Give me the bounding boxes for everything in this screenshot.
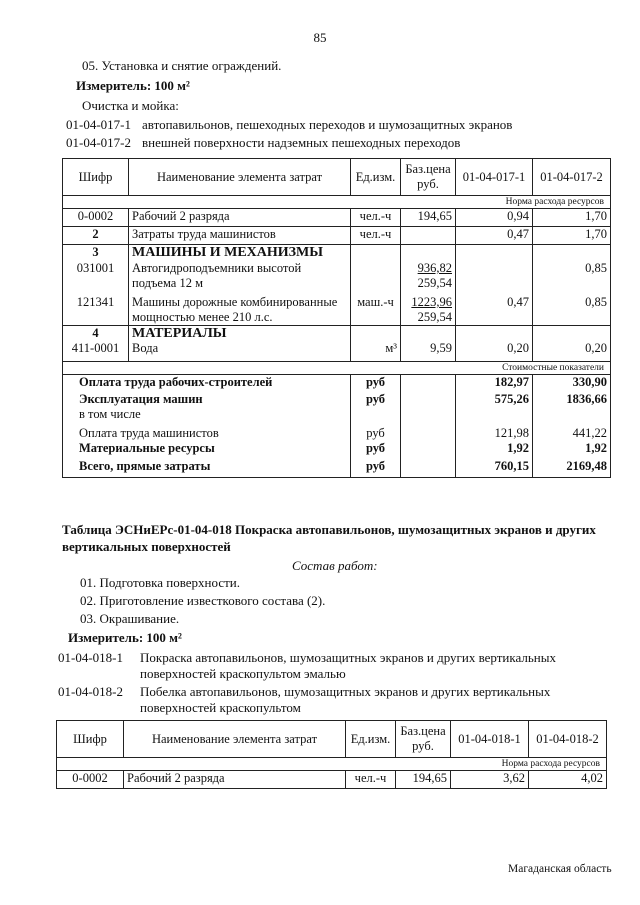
code-label: 01-04-018-1 [58,650,123,665]
cell-name [129,291,351,326]
table-title-cont: вертикальных поверхностей [62,539,231,554]
header-code-1: 01-04-017-1 [456,159,533,196]
meter-label: Измеритель: 100 м² [68,630,182,645]
cell-value-2: 1,70 [533,209,611,227]
name-line: Машины дорожные комбинированные [132,295,338,309]
header-cipher: Шифр [63,159,129,196]
cost-name: Всего, прямые затраты [63,459,351,477]
cell-cipher: 0-0002 [57,771,124,789]
header-base-price: Баз.цена руб. [396,721,451,758]
cost-label: Стоимостные показатели [63,361,611,374]
cell-value-2: 0,20 [533,341,611,361]
cost-value-2: 1,92 [533,441,611,459]
cost-name: Материальные ресурсы [63,441,351,459]
cell-value-1: 0,47 [456,291,533,326]
cell-value-1: 0,47 [456,227,533,245]
cost-unit: руб [351,441,401,459]
code-description: автопавильонов, пешеходных переходов и шумозащитных экранов [142,117,513,132]
cell-name: Затраты труда машинистов [129,227,351,245]
section-line: Очистка и мойка: [82,98,179,113]
cell-name: Рабочий 2 разряда [129,209,351,227]
cell-unit: чел.-ч [346,771,396,789]
cost-name: Оплата труда рабочих-строителей [63,374,351,392]
table-row [63,326,611,342]
table-header-row [57,721,607,758]
cell-cipher: 3 [63,245,129,261]
table-row [63,227,611,245]
header-code-2: 01-04-017-2 [533,159,611,196]
cell-price: 194,65 [401,209,456,227]
cell-unit: чел.-ч [351,209,401,227]
work-item: 03. Окрашивание. [80,611,180,626]
cost-value-2: 330,90 [533,374,611,392]
cell-value-1: 0,94 [456,209,533,227]
price-line: 1223,96 [411,295,452,309]
resource-table-2 [56,720,607,789]
header-name: Наименование элемента затрат [124,721,346,758]
header-code-1: 01-04-018-1 [451,721,529,758]
cell-cipher: 411-0001 [63,341,129,361]
header-base-price: Баз.цена руб. [401,159,456,196]
cost-name [63,392,351,422]
cell-name: МАТЕРИАЛЫ [129,326,351,342]
cell-value-1: 3,62 [451,771,529,789]
header-code-2: 01-04-018-2 [529,721,607,758]
resource-table-1 [62,158,611,478]
cost-name-line: Эксплуатация машин [79,392,203,406]
cost-value-2: 2169,48 [533,459,611,477]
cell-cipher: 2 [63,227,129,245]
cost-row [63,392,611,422]
cell-value-2: 1,70 [533,227,611,245]
cell-value-2: 4,02 [529,771,607,789]
header-unit: Ед.изм. [346,721,396,758]
cost-value-1: 760,15 [456,459,533,477]
footer-region: Магаданская область [508,863,612,875]
cost-unit: руб [351,374,401,392]
cell-value-2: 0,85 [533,291,611,326]
cell-unit: маш.-ч [351,291,401,326]
header-name: Наименование элемента затрат [129,159,351,196]
cost-value-1: 575,26 [456,392,533,422]
work-item: 01. Подготовка поверхности. [80,575,240,590]
table-row [63,260,611,291]
cost-row [63,422,611,441]
section-line: 05. Установка и снятие ограждений. [82,58,282,73]
cell-value-2: 0,85 [533,260,611,291]
cost-value-2: 441,22 [533,422,611,441]
norm-label: Норма расхода ресурсов [63,196,611,209]
cost-value-2: 1836,66 [533,392,611,422]
code-description: поверхностей краскопультом эмалью [140,666,346,681]
code-description: Покраска автопавильонов, шумозащитных экранов и других вертикальных [140,650,556,665]
cost-name: Оплата труда машинистов [63,422,351,441]
cell-price: 9,59 [401,341,456,361]
cell-price: 194,65 [396,771,451,789]
cell-name: Вода [129,341,351,361]
table-header-row [63,159,611,196]
cost-unit: руб [351,392,401,422]
table-row [63,209,611,227]
cell-cipher: 0-0002 [63,209,129,227]
cell-cipher: 121341 [63,291,129,326]
name-line: Автогидроподъемники высотой [132,261,302,275]
cell-price [401,260,456,291]
name-line: подъема 12 м [132,276,203,290]
price-line: 936,82 [417,261,452,275]
cell-name: МАШИНЫ И МЕХАНИЗМЫ [129,245,351,261]
header-cipher: Шифр [57,721,124,758]
code-description: Побелка автопавильонов, шумозащитных экранов и других вертикальных [140,684,551,699]
table-row [63,245,611,261]
cell-name: Рабочий 2 разряда [124,771,346,789]
cell-value-1: 0,20 [456,341,533,361]
cost-value-1: 182,97 [456,374,533,392]
work-item: 02. Приготовление известкового состава (2). [80,593,326,608]
cost-unit: руб [351,459,401,477]
cost-row [63,441,611,459]
code-label: 01-04-018-2 [58,684,123,699]
meter-label: Измеритель: 100 м² [76,78,190,93]
table-row [63,291,611,326]
cell-price [401,227,456,245]
cell-name [129,260,351,291]
cell-unit: чел.-ч [351,227,401,245]
cell-unit: м³ [351,341,401,361]
norm-label: Норма расхода ресурсов [57,758,607,771]
price-line: 259,54 [417,310,452,324]
works-title: Состав работ: [292,558,378,573]
cost-sub-line: в том числе [79,407,141,421]
code-description: внешней поверхности надземных пешеходных переходов [142,135,461,150]
cost-value-1: 121,98 [456,422,533,441]
page-number: 85 [313,30,327,45]
header-unit: Ед.изм. [351,159,401,196]
cost-row [63,459,611,477]
code-label: 01-04-017-2 [66,135,131,150]
table-title: Таблица ЭСНиЕРс-01-04-018 Покраска автопавильонов, шумозащитных экранов и других [62,522,596,537]
cell-cipher: 031001 [63,260,129,291]
name-line: мощностью менее 210 л.с. [132,310,273,324]
code-label: 01-04-017-1 [66,117,131,132]
cell-cipher: 4 [63,326,129,342]
table-row [63,341,611,361]
cell-price [401,291,456,326]
cost-value-1: 1,92 [456,441,533,459]
price-line: 259,54 [417,276,452,290]
table-row [57,771,607,789]
cost-row [63,374,611,392]
cost-unit: руб [351,422,401,441]
code-description: поверхностей краскопультом [140,700,301,715]
